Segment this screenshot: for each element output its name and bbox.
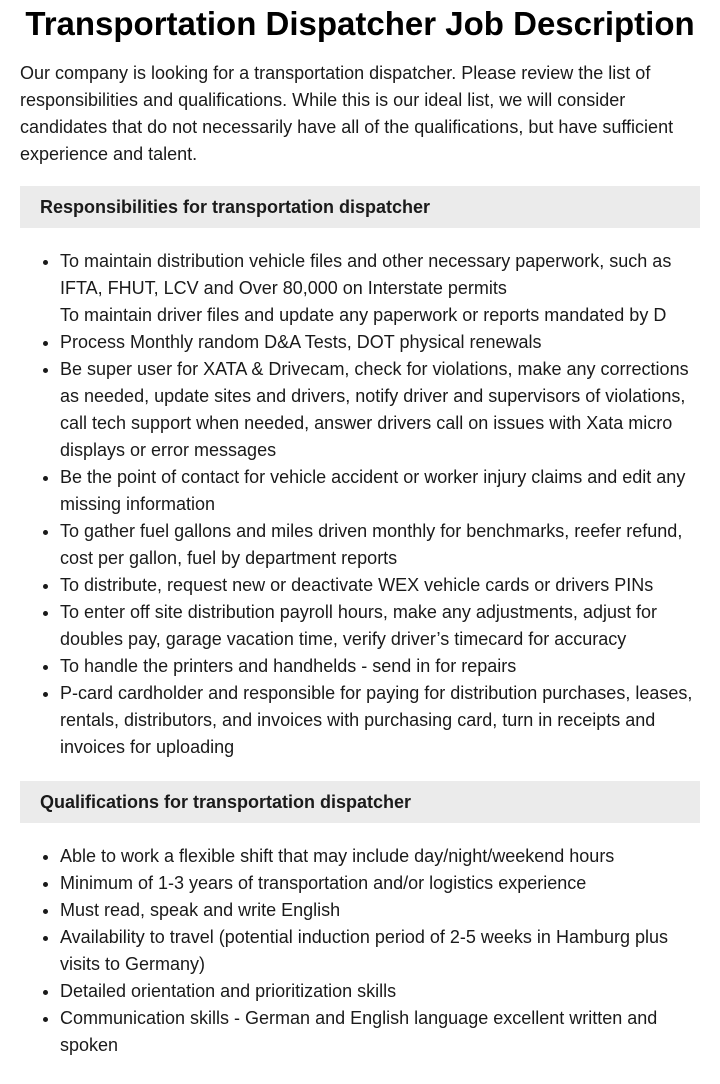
list-item: • Must read, speak and write English (60, 897, 700, 924)
qualifications-heading: Qualifications for transportation dispatcher (20, 781, 700, 823)
list-item: • To gather fuel gallons and miles driven monthly for benchmarks, reefer refund, cost per gallon, fuel by department reports (60, 518, 700, 572)
responsibilities-heading: Responsibilities for transportation dispatcher (20, 186, 700, 228)
list-item: • Detailed orientation and prioritization skills (60, 978, 700, 1005)
list-item: • Communication skills - German and English language excellent written and spoken (60, 1005, 700, 1059)
list-item: • Be the point of contact for vehicle accident or worker injury claims and edit any missing information (60, 464, 700, 518)
page-title: Transportation Dispatcher Job Description (25, 5, 695, 42)
list-item: • Able to work a flexible shift that may include day/night/weekend hours (60, 843, 700, 870)
list-item: • Minimum of 1-3 years of transportation and/or logistics experience (60, 870, 700, 897)
intro-paragraph: Our company is looking for a transportation dispatcher. Please review the list of responsibilities and qualifications. While this is our ideal list, we will consider candidates that do not necessarily have all of the qualifications, but have sufficient experience and talent. (20, 63, 674, 164)
responsibilities-list (20, 248, 700, 761)
list-item: • Be super user for XATA & Drivecam, check for violations, make any corrections as needed, update sites and drivers, notify driver and supervisors of violations, call tech support when needed, answer drivers call on issues with Xata micro displays or error messages (60, 356, 700, 464)
list-item: • To enter off site distribution payroll hours, make any adjustments, adjust for doubles pay, garage vacation time, verify driver’s timecard for accuracy (60, 599, 700, 653)
list-item: • Availability to travel (potential induction period of 2-5 weeks in Hamburg plus visits to Germany) (60, 924, 700, 978)
list-item: • Process Monthly random D&A Tests, DOT physical renewals (60, 329, 700, 356)
list-item: • P-card cardholder and responsible for paying for distribution purchases, leases, rentals, distributors, and invoices with purchasing card, turn in receipts and invoices for uploading (60, 680, 700, 761)
list-item: • To maintain distribution vehicle files and other necessary paperwork, such as IFTA, FHUT, LCV and Over 80,000 on Interstate permits (60, 248, 700, 302)
qualifications-list (20, 843, 700, 1059)
list-item: • To maintain driver files and update any paperwork or reports mandated by D (60, 302, 700, 329)
list-item: • To handle the printers and handhelds - send in for repairs (60, 653, 700, 680)
list-item: • To distribute, request new or deactivate WEX vehicle cards or drivers PINs (60, 572, 700, 599)
